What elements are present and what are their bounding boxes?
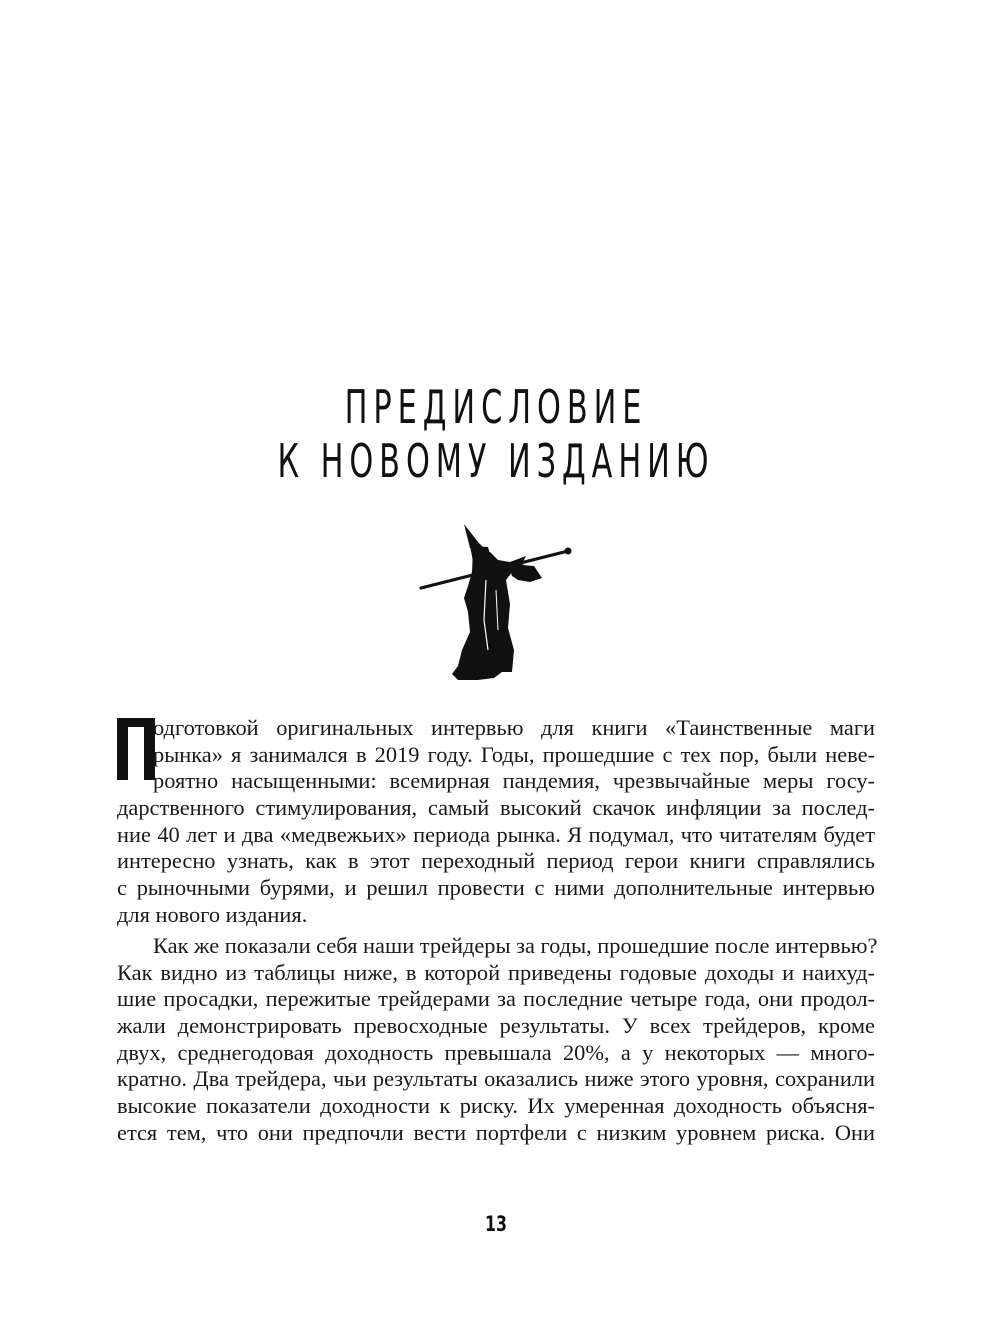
paragraph-1-line: для нового издания. — [117, 901, 308, 927]
paragraph-2-line: двух, среднегодовая доходность превышала 20%, а у некоторых — много- — [117, 1039, 875, 1065]
paragraph-1-line: ние 40 лет и два «медвежьих» периода рынка. Я подумал, что читателям будет — [117, 821, 875, 847]
paragraph-2 — [117, 933, 878, 1147]
paragraph-1-line: с рыночными бурями, и решил провести с ними дополнительные интервью — [117, 875, 875, 901]
chapter-title-line-2: К НОВОМУ ИЗДАНИЮ — [277, 434, 715, 488]
paragraph-2-line: жали демонстрировать превосходные результаты. У всех трейдеров, кроме — [117, 1013, 875, 1039]
paragraph-1-line: роятно насыщенными: всемирная пандемия, чрезвычайные меры госу- — [153, 768, 875, 794]
paragraph-2-line: шие просадки, пережитые трейдерами за последние четыре года, они продол- — [117, 986, 875, 1012]
paragraph-1-line: рынка» я занимался в 2019 году. Годы, прошедшие с тех пор, были неве- — [153, 741, 875, 767]
page-number: 13 — [485, 1212, 507, 1236]
paragraph-2-line: кратно. Два трейдера, чьи результаты оказались ниже этого уровня, сохранили — [117, 1066, 875, 1092]
paragraph-2-line: Как видно из таблицы ниже, в которой приведены годовые доходы и наихуд- — [117, 959, 875, 985]
chapter-title-line-1: ПРЕДИСЛОВИЕ — [344, 380, 648, 434]
paragraph-1 — [117, 715, 875, 929]
wizard-with-staff-icon — [418, 520, 576, 682]
paragraph-1-line: интересно узнать, как в этот переходный период герои книги справлялись — [117, 848, 875, 874]
paragraph-2-line: ется тем, что они предпочли вести портфели с низким уровнем риска. Они — [117, 1119, 875, 1145]
paragraph-2-line: высокие показатели доходности к риску. Их умеренная доходность объясня- — [117, 1093, 875, 1119]
paragraph-1-line: одготовкой оригинальных интервью для книги «Таинственные маги — [153, 715, 875, 740]
paragraph-2-line: Как же показали себя наши трейдеры за годы, прошедшие после интервью? — [153, 933, 878, 958]
paragraph-1-line: дарственного стимулирования, самый высокий скачок инфляции за послед- — [117, 795, 875, 821]
